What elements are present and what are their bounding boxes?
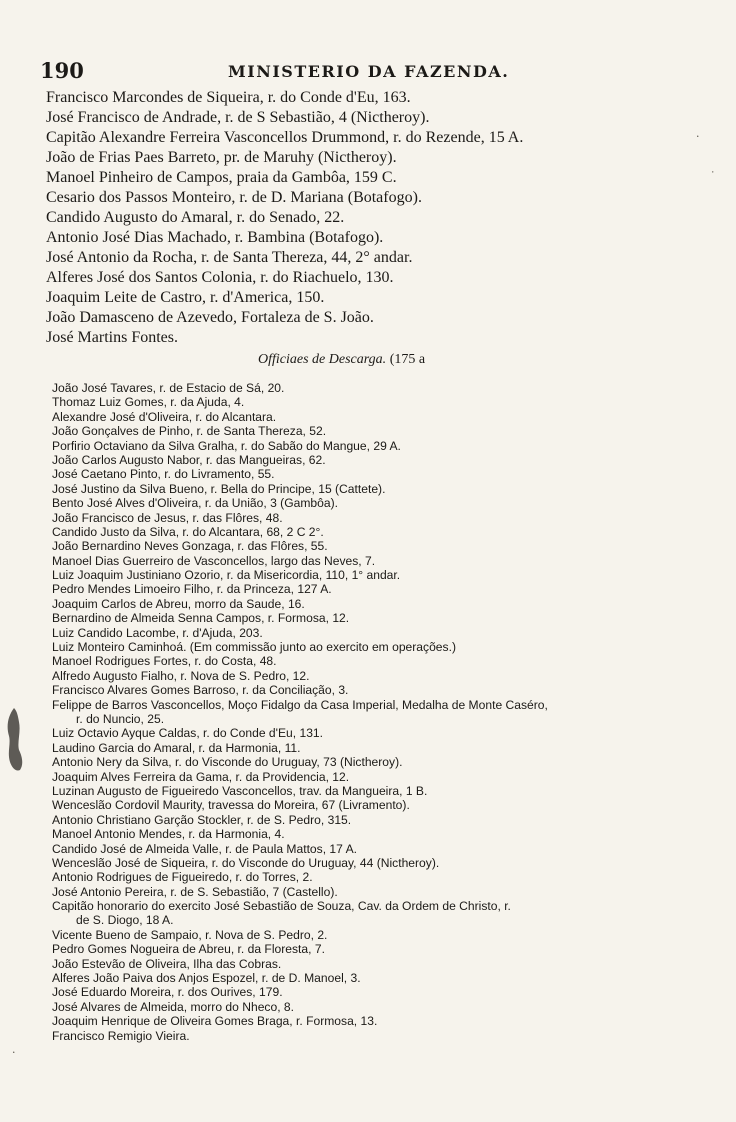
- list-item: Capitão honorario do exercito José Sebastião de Souza, Cav. da Ordem de Christo, r.: [52, 899, 511, 914]
- list-item: Vicente Bueno de Sampaio, r. Nova de S. Pedro, 2.: [52, 927, 328, 942]
- list-item: João Bernardino Neves Gonzaga, r. das Flôres, 55.: [52, 539, 328, 554]
- list-item: Wenceslão Cordovil Maurity, travessa do Moreira, 67 (Livramento).: [52, 798, 410, 813]
- list-item: Capitão Alexandre Ferreira Vasconcellos Drummond, r. do Rezende, 15 A.: [46, 129, 524, 146]
- list-item: Wenceslão José de Siqueira, r. do Visconde do Uruguay, 44 (Nictheroy).: [52, 855, 440, 870]
- page-title: MINISTERIO DA FAZENDA.: [228, 62, 510, 81]
- list-item: Manoel Rodrigues Fortes, r. do Costa, 48.: [52, 654, 277, 669]
- section-note: (175 a: [389, 352, 426, 367]
- list-item: Joaquim Alves Ferreira da Gama, r. da Providencia, 12.: [52, 769, 350, 784]
- list-item: João Estevão de Oliveira, Ilha das Cobras.: [52, 956, 282, 971]
- list-item: Antonio Nery da Silva, r. do Visconde do Uruguay, 73 (Nictheroy).: [52, 755, 403, 770]
- officers-list: [52, 381, 692, 1043]
- list-item: José Antonio Pereira, r. de S. Sebastião, 7 (Castello).: [52, 884, 338, 899]
- list-item: Luiz Octavio Ayque Caldas, r. do Conde d'Eu, 131.: [52, 726, 324, 741]
- list-item: Candido Justo da Silva, r. do Alcantara, 68, 2 C 2°.: [52, 524, 324, 539]
- list-item: Joaquim Henrique de Oliveira Gomes Braga, r. Formosa, 13.: [52, 1014, 378, 1029]
- list-item: Manoel Dias Guerreiro de Vasconcellos, largo das Neves, 7.: [52, 553, 376, 568]
- list-item: Francisco Remigio Vieira.: [52, 1028, 190, 1043]
- list-item: Alfredo Augusto Fialho, r. Nova de S. Pedro, 12.: [52, 668, 310, 683]
- list-item: Francisco Alvares Gomes Barroso, r. da Conciliação, 3.: [52, 683, 349, 698]
- list-item: Thomaz Luiz Gomes, r. da Ajuda, 4.: [52, 395, 245, 410]
- page-header: [40, 58, 680, 84]
- list-item: Antonio Rodrigues de Figueiredo, r. do Torres, 2.: [52, 870, 313, 885]
- list-item: Luiz Joaquim Justiniano Ozorio, r. da Misericordia, 110, 1° andar.: [52, 568, 401, 583]
- list-item: Pedro Gomes Nogueira de Abreu, r. da Floresta, 7.: [52, 942, 325, 957]
- list-item: Antonio José Dias Machado, r. Bambina (Botafogo).: [46, 229, 384, 246]
- list-item: Candido Augusto do Amaral, r. do Senado, 22.: [46, 209, 345, 226]
- page-number: 190: [40, 58, 84, 83]
- list-item: João Carlos Augusto Nabor, r. das Mangueiras, 62.: [52, 452, 326, 467]
- margin-speck: ·: [696, 130, 700, 143]
- list-item: Alexandre José d'Oliveira, r. do Alcantara.: [52, 409, 277, 424]
- list-item: João Damasceno de Azevedo, Fortaleza de S. João.: [46, 309, 374, 326]
- ink-blot-mark: [0, 706, 28, 774]
- list-item: João Gonçalves de Pinho, r. de Santa Thereza, 52.: [52, 424, 327, 439]
- list-item: João de Frias Paes Barreto, pr. de Maruhy (Nictheroy).: [46, 149, 397, 166]
- list-item: Antonio Christiano Garção Stockler, r. de S. Pedro, 315.: [52, 812, 352, 827]
- list-item: Laudino Garcia do Amaral, r. da Harmonia, 11.: [52, 740, 301, 755]
- list-item: José Caetano Pinto, r. do Livramento, 55.: [52, 467, 275, 482]
- list-item-continuation: r. do Nuncio, 25.: [76, 711, 165, 726]
- margin-speck: ˙: [710, 170, 716, 183]
- list-item: José Francisco de Andrade, r. de S Sebastião, 4 (Nictheroy).: [46, 109, 430, 126]
- list-item: Luiz Monteiro Caminhoá. (Em commissão junto ao exercito em operações.): [52, 640, 456, 655]
- list-item: Pedro Mendes Limoeiro Filho, r. da Princeza, 127 A.: [52, 582, 332, 597]
- list-item: Cesario dos Passos Monteiro, r. de D. Mariana (Botafogo).: [46, 189, 422, 206]
- list-item: Alferes José dos Santos Colonia, r. do Riachuelo, 130.: [46, 269, 394, 286]
- section-heading: [258, 352, 425, 368]
- section-title: Officiaes de Descarga.: [258, 352, 387, 367]
- list-item: Bento José Alves d'Oliveira, r. da União, 3 (Gambôa).: [52, 496, 338, 511]
- list-item: Porfirio Octaviano da Silva Gralha, r. do Sabão do Mangue, 29 A.: [52, 438, 401, 453]
- list-item-continuation: de S. Diogo, 18 A.: [76, 913, 174, 928]
- list-item: João José Tavares, r. de Estacio de Sá, 20.: [52, 381, 285, 395]
- list-item: Candido José de Almeida Valle, r. de Paula Mattos, 17 A.: [52, 841, 357, 856]
- list-item: Luzinan Augusto de Figueiredo Vasconcellos, trav. da Mangueira, 1 B.: [52, 783, 428, 798]
- list-item: Alferes João Paiva dos Anjos Espozel, r. de D. Manoel, 3.: [52, 971, 361, 986]
- list-item: João Francisco de Jesus, r. das Flôres, 48.: [52, 510, 283, 525]
- list-item: José Martins Fontes.: [46, 329, 178, 346]
- list-item: Felippe de Barros Vasconcellos, Moço Fidalgo da Casa Imperial, Medalha de Monte Caséro,: [52, 697, 548, 712]
- staff-list-main: [46, 88, 686, 348]
- list-item: José Eduardo Moreira, r. dos Ourives, 179.: [52, 985, 283, 1000]
- list-item: Bernardino de Almeida Senna Campos, r. Formosa, 12.: [52, 611, 350, 626]
- list-item: José Justino da Silva Bueno, r. Bella do Principe, 15 (Cattete).: [52, 481, 386, 496]
- list-item: Manoel Pinheiro de Campos, praia da Gambôa, 159 C.: [46, 169, 397, 186]
- list-item: José Antonio da Rocha, r. de Santa Thereza, 44, 2° andar.: [46, 249, 413, 266]
- list-item: Joaquim Carlos de Abreu, morro da Saude, 16.: [52, 596, 305, 611]
- list-item: José Alvares de Almeida, morro do Nheco, 8.: [52, 999, 294, 1014]
- margin-speck: ·: [12, 1046, 16, 1059]
- list-item: Luiz Candido Lacombe, r. d'Ajuda, 203.: [52, 625, 263, 640]
- list-item: Joaquim Leite de Castro, r. d'America, 150.: [46, 289, 325, 306]
- list-item: Francisco Marcondes de Siqueira, r. do Conde d'Eu, 163.: [46, 89, 411, 106]
- list-item: Manoel Antonio Mendes, r. da Harmonia, 4.: [52, 827, 285, 842]
